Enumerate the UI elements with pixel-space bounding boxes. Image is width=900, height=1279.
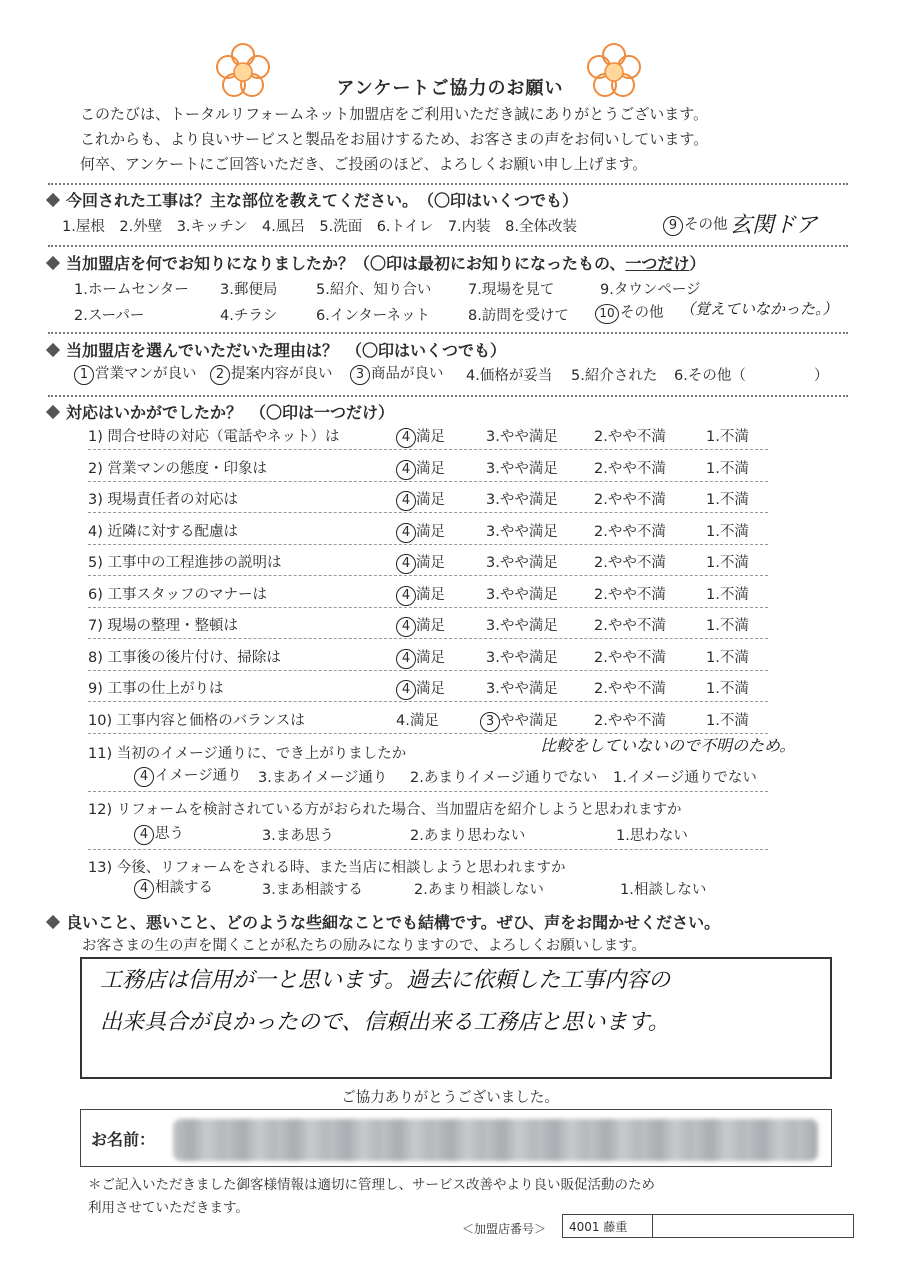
q1-options[interactable]: 1.屋根 2.外壁 3.キッチン 4.風呂 5.洗面 6.トイレ 7.内装 8.全体改装 [62,219,577,235]
rating-row [88,704,768,734]
choice-somewhat-satisfied[interactable]: 3.やや満足 [486,555,558,571]
intro-text: このたびは、トータルリフォームネット加盟店をご利用いただき誠にありがとうございます。 これからも、より良いサービスと製品をお届けするため、お客さまの声をお伺いしています。 何卒、アンケートにご回答いただき、ご投函のほど、よろしくお願い申し上げます。 [80,105,709,173]
q12-option[interactable]: 2.あまり思わない [410,828,526,844]
q12-label: 12) リフォームを検討されている方がおられた場合、当加盟店を紹介しようと思われますか [88,802,682,818]
q3-option[interactable]: 4.価格が妥当 [466,368,553,384]
divider [88,481,768,482]
answer-circle: 4 [396,617,416,637]
rating-row [88,452,768,482]
redacted-name [173,1119,818,1161]
comment-line: 工務店は信用が一と思います。過去に依頼した工事内容の [100,968,671,993]
q2-option[interactable]: 1.ホームセンター [74,282,189,298]
choice-somewhat-satisfied[interactable]: 3.やや満足 [486,461,558,477]
divider [88,791,768,792]
diamond-icon [46,915,60,929]
q3-option[interactable]: 6.その他（ [674,368,746,384]
choice-somewhat-dissatisfied[interactable]: 2.やや不満 [594,650,666,666]
answer-circle: 4 [134,825,154,845]
q13-option[interactable]: 1.相談しない [620,882,707,898]
choice-somewhat-satisfied[interactable]: 3.やや満足 [486,587,558,603]
choice-somewhat-satisfied[interactable]: 3 やや満足 [480,709,558,732]
q3-circled-option[interactable]: 2 提案内容が良い [210,362,333,385]
choice-somewhat-dissatisfied[interactable]: 2.やや不満 [594,587,666,603]
choice-satisfied[interactable]: 4 満足 [396,677,445,700]
rating-question: 10) 工事内容と価格のバランスは [88,713,305,729]
choice-somewhat-satisfied[interactable]: 3.やや満足 [486,681,558,697]
q12-option[interactable]: 1.思わない [616,828,688,844]
answer-circle: 4 [134,879,154,899]
choice-somewhat-dissatisfied[interactable]: 2.やや不満 [594,492,666,508]
q11-label: 11) 当初のイメージ通りに、でき上がりましたか [88,746,407,762]
q2-option[interactable]: 2.スーパー [74,308,145,324]
choice-somewhat-satisfied[interactable]: 3.やや満足 [486,524,558,540]
rating-question: 9) 工事の仕上がりは [88,681,224,697]
answer-circle: 10 [595,304,619,324]
diamond-icon [46,343,60,357]
comment-line: 出来具合が良かったので、信頼出来る工務店と思います。 [100,1010,670,1035]
q13-option[interactable]: 2.あまり相談しない [414,882,544,898]
rating-question: 7) 現場の整理・整頓は [88,618,238,634]
q3-option-close: ） [814,368,829,384]
q11-circled-option[interactable]: 4 イメージ通り [134,764,242,787]
divider [88,449,768,450]
q12-circled-option[interactable]: 4 思う [134,822,184,845]
q2-option[interactable]: 7.現場を見て [468,282,555,298]
choice-dissatisfied[interactable]: 1.不満 [706,524,749,540]
divider [48,395,848,397]
rating-row [88,672,768,702]
diamond-icon [46,193,60,207]
choice-somewhat-dissatisfied[interactable]: 2.やや不満 [594,681,666,697]
store-number-label: ＜加盟店番号＞ [462,1222,547,1236]
q2-heading: 当加盟店を何でお知りになりましたか？（〇印は最初にお知りになったもの、一つだけ） [48,251,705,274]
comment-subheading: お客さまの生の声を聞くことが私たちの励みになりますので、よろしくお願いします。 [82,938,647,954]
divider [48,183,848,185]
thanks-text: ご協力ありがとうございました。 [341,1090,559,1106]
answer-circle: 4 [396,586,416,606]
choice-somewhat-satisfied[interactable]: 3.やや満足 [486,650,558,666]
answer-circle: 4 [396,491,416,511]
choice-dissatisfied[interactable]: 1.不満 [706,555,749,571]
q13-circled-option[interactable]: 4 相談する [134,876,213,899]
answer-circle: 3 [480,712,500,732]
q3-option[interactable]: 5.紹介された [571,368,658,384]
choice-satisfied[interactable]: 4 満足 [396,614,445,637]
store-number-box [562,1214,854,1238]
choice-satisfied[interactable]: 4 満足 [396,646,445,669]
divider [48,245,848,247]
choice-satisfied[interactable]: 4.満足 [396,713,439,729]
answer-circle: 4 [396,523,416,543]
choice-somewhat-dissatisfied[interactable]: 2.やや不満 [594,524,666,540]
comment-heading: 良いこと、悪いこと、どのような些細なことでも結構です。ぜひ、声をお聞かせください。 [48,910,720,933]
choice-somewhat-dissatisfied[interactable]: 2.やや不満 [594,555,666,571]
rating-row [88,609,768,639]
name-label: お名前： [91,1130,156,1149]
choice-satisfied[interactable]: 4 満足 [396,457,445,480]
diamond-icon [46,405,60,419]
privacy-note: ＊ご記入いただきました御客様情報は適切に管理し、サービス改善やより良い販促活動のため 利用させていただきます。 [88,1177,655,1216]
q2-option[interactable]: 5.紹介、知り合い [316,282,432,298]
q2-option[interactable]: 9.タウンページ [600,282,701,298]
answer-circle: 2 [210,365,230,385]
answer-circle: 4 [134,767,154,787]
choice-dissatisfied[interactable]: 1.不満 [706,713,749,729]
q1-handwritten: 玄関ドア [730,213,818,238]
choice-somewhat-dissatisfied[interactable]: 2.やや不満 [594,618,666,634]
rating-question: 1) 問合せ時の対応（電話やネット）は [88,429,340,445]
rating-row [88,420,768,450]
choice-satisfied[interactable]: 4 満足 [396,425,445,448]
answer-circle: 4 [396,460,416,480]
divider [88,849,768,850]
name-field[interactable] [80,1109,832,1167]
rating-question: 4) 近隣に対する配慮は [88,524,238,540]
answer-circle: 4 [396,680,416,700]
choice-satisfied[interactable]: 4 満足 [396,583,445,606]
rating-row [88,546,768,576]
q12-option[interactable]: 3.まあ思う [262,828,334,844]
divider [88,607,768,608]
q3-circled-option[interactable]: 1 営業マンが良い [74,362,197,385]
store-number: 4001 藤重 [563,1215,653,1237]
q11-option[interactable]: 2.あまりイメージ通りでない [410,770,598,786]
q3-heading: 当加盟店を選んでいただいた理由は？ （〇印はいくつでも） [48,338,506,361]
choice-somewhat-dissatisfied[interactable]: 2.やや不満 [594,461,666,477]
divider [88,670,768,671]
choice-satisfied[interactable]: 4 満足 [396,488,445,511]
q2-option[interactable]: 6.インターネット [316,308,431,324]
rating-question: 6) 工事スタッフのマナーは [88,587,267,603]
q3-circled-option[interactable]: 3 商品が良い [350,362,444,385]
divider [88,575,768,576]
rating-question: 2) 営業マンの態度・印象は [88,461,267,477]
choice-dissatisfied[interactable]: 1.不満 [706,492,749,508]
choice-somewhat-satisfied[interactable]: 3.やや満足 [486,429,558,445]
answer-circle: 3 [350,365,370,385]
choice-dissatisfied[interactable]: 1.不満 [706,429,749,445]
q4-heading: 対応はいかがでしたか？ （〇印は一つだけ） [48,400,394,423]
q2-handwritten: （覚えていなかった。） [680,300,838,318]
divider [88,638,768,639]
choice-dissatisfied[interactable]: 1.不満 [706,618,749,634]
rating-row [88,483,768,513]
choice-satisfied[interactable]: 4 満足 [396,520,445,543]
rating-question: 8) 工事後の後片付け、掃除は [88,650,281,666]
answer-circle: 4 [396,428,416,448]
choice-satisfied[interactable]: 4 満足 [396,551,445,574]
q10-handwritten: 比較をしていないので不明のため。 [540,736,796,755]
rating-question: 3) 現場責任者の対応は [88,492,238,508]
choice-dissatisfied[interactable]: 1.不満 [706,587,749,603]
choice-somewhat-dissatisfied[interactable]: 2.やや不満 [594,429,666,445]
answer-circle: 1 [74,365,94,385]
q2-option[interactable]: 3.郵便局 [220,282,278,298]
page-title: アンケートご協力のお願い [336,78,564,99]
choice-dissatisfied[interactable]: 1.不満 [706,650,749,666]
choice-somewhat-dissatisfied[interactable]: 2.やや不満 [594,713,666,729]
answer-circle: 9 [663,216,683,236]
divider [48,332,848,334]
q2-circled-option[interactable]: 10 その他 [595,301,664,324]
q11-option[interactable]: 3.まあイメージ通り [258,770,388,786]
rating-row [88,515,768,545]
q1-heading: 今回された工事は？主な部位を教えてください。 （〇印はいくつでも） [48,188,578,211]
answer-circle: 4 [396,649,416,669]
rating-row [88,578,768,608]
divider [88,512,768,513]
choice-somewhat-satisfied[interactable]: 3.やや満足 [486,618,558,634]
choice-somewhat-satisfied[interactable]: 3.やや満足 [486,492,558,508]
divider [88,701,768,702]
rating-row [88,641,768,671]
q2-option[interactable]: 4.チラシ [220,308,278,324]
q13-option[interactable]: 3.まあ相談する [262,882,363,898]
q13-label: 13) 今後、リフォームをされる時、また当店に相談しようと思われますか [88,860,566,876]
q1-circled-option[interactable]: 9 その他 [663,213,728,236]
q2-option[interactable]: 8.訪問を受けて [468,308,569,324]
answer-circle: 4 [396,554,416,574]
choice-dissatisfied[interactable]: 1.不満 [706,461,749,477]
diamond-icon [46,256,60,270]
divider [88,544,768,545]
rating-question: 5) 工事中の工程進捗の説明は [88,555,282,571]
comment-box[interactable] [80,957,832,1079]
choice-dissatisfied[interactable]: 1.不満 [706,681,749,697]
q11-option[interactable]: 1.イメージ通りでない [613,770,757,786]
